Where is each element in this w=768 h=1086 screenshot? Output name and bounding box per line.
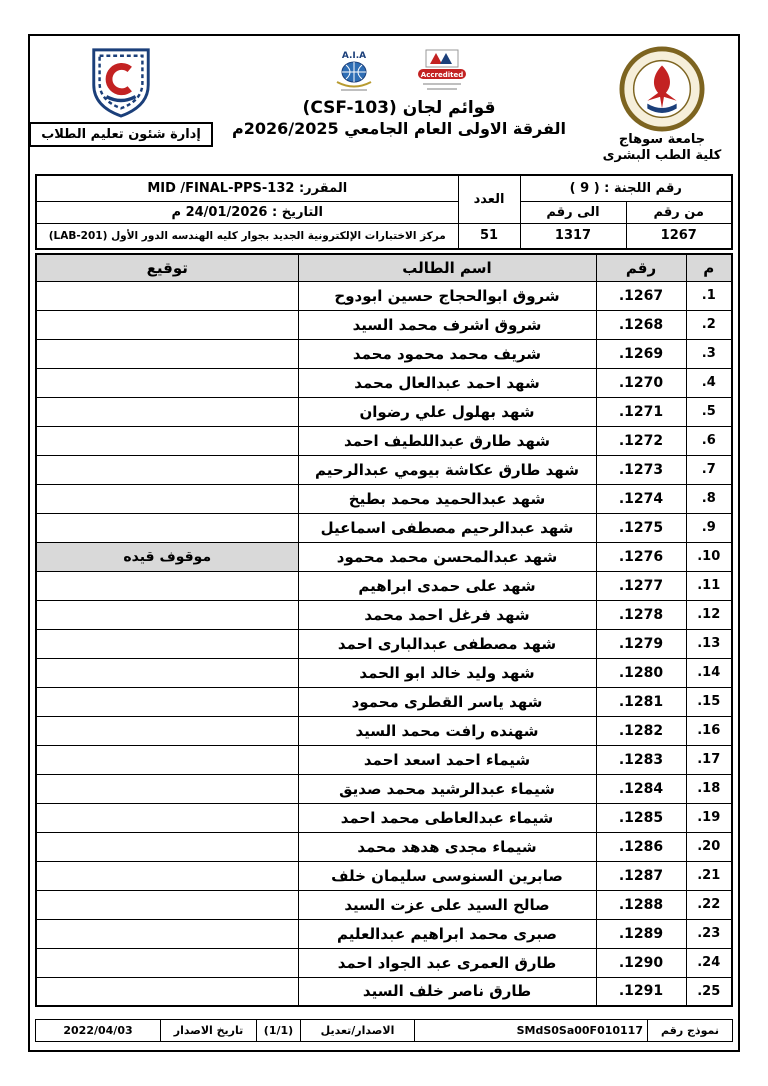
serial-cell: 10. — [686, 542, 732, 571]
serial-cell: 25. — [686, 977, 732, 1006]
id-cell: 1290. — [596, 948, 686, 977]
from-number-value: 1267 — [626, 223, 732, 249]
table-row — [36, 832, 732, 861]
revision-value: (1/1) — [257, 1020, 301, 1042]
signature-cell — [36, 774, 298, 803]
serial-cell: 21. — [686, 861, 732, 890]
table-row — [36, 803, 732, 832]
table-row — [36, 716, 732, 745]
to-number-label: الى رقم — [520, 201, 626, 223]
id-cell: 1283. — [596, 745, 686, 774]
table-row — [36, 310, 732, 339]
name-cell: شهنده رافت محمد السيد — [298, 716, 596, 745]
university-name: جامعة سوهاج — [618, 132, 706, 147]
id-cell: 1268. — [596, 310, 686, 339]
exam-location: مركز الاختبارات الإلكترونية الجديد بجوار كليه الهندسه الدور الأول (LAB-201) — [36, 223, 458, 249]
table-row — [36, 977, 732, 1006]
name-cell: شروق ابوالحجاج حسين ابودوح — [298, 281, 596, 310]
id-cell: 1274. — [596, 484, 686, 513]
serial-cell: 11. — [686, 571, 732, 600]
table-row — [36, 455, 732, 484]
student-rows — [36, 281, 732, 1006]
signature-cell — [36, 513, 298, 542]
count-value: 51 — [458, 223, 520, 249]
signature-cell — [36, 484, 298, 513]
id-cell: 1267. — [596, 281, 686, 310]
name-cell: شهد مصطفى عبدالبارى احمد — [298, 629, 596, 658]
revision-label: الاصدار/تعديل — [301, 1020, 415, 1042]
accreditation-badge-icon — [411, 48, 473, 94]
university-block — [591, 46, 733, 164]
id-cell: 1276. — [596, 542, 686, 571]
name-cell: شهد ياسر القطرى محمود — [298, 687, 596, 716]
name-cell: صابرين السنوسى سليمان خلف — [298, 861, 596, 890]
signature-cell — [36, 397, 298, 426]
serial-cell: 15. — [686, 687, 732, 716]
signature-cell — [36, 658, 298, 687]
aia-globe-badge-icon — [325, 48, 383, 94]
table-row — [36, 687, 732, 716]
accreditation-badges — [325, 48, 473, 94]
signature-cell — [36, 977, 298, 1006]
table-row — [36, 890, 732, 919]
table-row — [36, 339, 732, 368]
serial-cell: 6. — [686, 426, 732, 455]
signature-cell — [36, 339, 298, 368]
serial-cell: 9. — [686, 513, 732, 542]
serial-cell: 20. — [686, 832, 732, 861]
header-id: رقم — [596, 254, 686, 281]
accredited-label: Accredited — [420, 71, 464, 79]
name-cell: طارق العمرى عبد الجواد احمد — [298, 948, 596, 977]
serial-cell: 16. — [686, 716, 732, 745]
id-cell: 1285. — [596, 803, 686, 832]
name-cell: شريف محمد محمود محمد — [298, 339, 596, 368]
id-cell: 1282. — [596, 716, 686, 745]
signature-cell — [36, 861, 298, 890]
name-cell: شهد بهلول علي رضوان — [298, 397, 596, 426]
students-table-header — [36, 254, 732, 281]
serial-cell: 19. — [686, 803, 732, 832]
name-cell: شيماء مجدى هدهد محمد — [298, 832, 596, 861]
id-cell: 1287. — [596, 861, 686, 890]
table-row — [36, 658, 732, 687]
id-cell: 1289. — [596, 919, 686, 948]
form-code: SMdS0Sa00F010117 — [415, 1020, 648, 1042]
name-cell: شهد فرغل احمد محمد — [298, 600, 596, 629]
name-cell: شهد عبدالرحيم مصطفى اسماعيل — [298, 513, 596, 542]
name-cell: شروق اشرف محمد السيد — [298, 310, 596, 339]
name-cell: شهد على حمدى ابراهيم — [298, 571, 596, 600]
table-row — [36, 571, 732, 600]
table-row — [36, 397, 732, 426]
serial-cell: 7. — [686, 455, 732, 484]
signature-cell — [36, 426, 298, 455]
serial-cell: 23. — [686, 919, 732, 948]
signature-cell — [36, 948, 298, 977]
signature-cell — [36, 281, 298, 310]
serial-cell: 1. — [686, 281, 732, 310]
committee-number: رقم اللجنة : ( 9 ) — [520, 175, 732, 201]
id-cell: 1273. — [596, 455, 686, 484]
to-number-value: 1317 — [520, 223, 626, 249]
course-name: المقرر: MID /FINAL-PPS-132 — [36, 175, 458, 201]
serial-cell: 3. — [686, 339, 732, 368]
serial-cell: 4. — [686, 368, 732, 397]
table-row — [36, 948, 732, 977]
id-cell: 1288. — [596, 890, 686, 919]
sohag-university-logo — [619, 46, 705, 132]
signature-cell — [36, 687, 298, 716]
id-cell: 1269. — [596, 339, 686, 368]
id-cell: 1272. — [596, 426, 686, 455]
signature-cell — [36, 832, 298, 861]
document-subtitle: الفرقة الاولى العام الجامعي 2026/2025م — [232, 119, 567, 138]
title-block — [207, 46, 591, 138]
signature-cell: موقوف قيده — [36, 542, 298, 571]
id-cell: 1284. — [596, 774, 686, 803]
id-cell: 1280. — [596, 658, 686, 687]
signature-cell — [36, 455, 298, 484]
exam-date: التاريخ : 24/01/2026 م — [36, 201, 458, 223]
name-cell: طارق ناصر خلف السيد — [298, 977, 596, 1006]
id-cell: 1278. — [596, 600, 686, 629]
signature-cell — [36, 571, 298, 600]
name-cell: شيماء عبدالرشيد محمد صديق — [298, 774, 596, 803]
name-cell: شهد طارق عبداللطيف احمد — [298, 426, 596, 455]
name-cell: شيماء احمد اسعد احمد — [298, 745, 596, 774]
name-cell: صبرى محمد ابراهيم عبدالعليم — [298, 919, 596, 948]
student-affairs-shield-icon — [89, 46, 153, 118]
signature-cell — [36, 890, 298, 919]
table-row — [36, 629, 732, 658]
signature-cell — [36, 368, 298, 397]
table-row — [36, 861, 732, 890]
exam-info-table — [35, 174, 733, 250]
form-number-label: نموذج رقم — [648, 1020, 733, 1042]
name-cell: شهد طارق عكاشة بيومي عبدالرحيم — [298, 455, 596, 484]
table-row — [36, 368, 732, 397]
admin-office-box: إدارة شئون تعليم الطلاب — [29, 122, 213, 147]
id-cell: 1279. — [596, 629, 686, 658]
table-row — [36, 281, 732, 310]
signature-cell — [36, 629, 298, 658]
id-cell: 1286. — [596, 832, 686, 861]
name-cell: شيماء عبدالعاطى محمد احمد — [298, 803, 596, 832]
id-cell: 1281. — [596, 687, 686, 716]
serial-cell: 14. — [686, 658, 732, 687]
id-cell: 1275. — [596, 513, 686, 542]
table-row — [36, 745, 732, 774]
serial-cell: 22. — [686, 890, 732, 919]
signature-cell — [36, 716, 298, 745]
serial-cell: 5. — [686, 397, 732, 426]
signature-cell — [36, 600, 298, 629]
serial-cell: 18. — [686, 774, 732, 803]
id-cell: 1271. — [596, 397, 686, 426]
issue-date-label: تاريخ الاصدار — [161, 1020, 257, 1042]
name-cell: شهد عبدالمحسن محمد محمود — [298, 542, 596, 571]
serial-cell: 8. — [686, 484, 732, 513]
name-cell: شهد وليد خالد ابو الحمد — [298, 658, 596, 687]
exam-committee-sheet — [28, 34, 740, 1052]
id-cell: 1277. — [596, 571, 686, 600]
serial-cell: 24. — [686, 948, 732, 977]
id-cell: 1291. — [596, 977, 686, 1006]
issue-date-value: 2022/04/03 — [36, 1020, 161, 1042]
header-student-name: اسم الطالب — [298, 254, 596, 281]
serial-cell: 17. — [686, 745, 732, 774]
id-cell: 1270. — [596, 368, 686, 397]
serial-cell: 2. — [686, 310, 732, 339]
serial-cell: 13. — [686, 629, 732, 658]
signature-cell — [36, 745, 298, 774]
table-row — [36, 600, 732, 629]
table-row — [36, 484, 732, 513]
page-header — [35, 46, 733, 168]
table-row — [36, 542, 732, 571]
table-row — [36, 919, 732, 948]
from-number-label: من رقم — [626, 201, 732, 223]
document-title: قوائم لجان (CSF-103) — [302, 98, 496, 118]
table-row — [36, 426, 732, 455]
name-cell: شهد عبدالحميد محمد بطيخ — [298, 484, 596, 513]
table-row — [36, 774, 732, 803]
table-row — [36, 513, 732, 542]
faculty-name: كلية الطب البشرى — [602, 147, 722, 163]
header-serial: م — [686, 254, 732, 281]
students-table — [35, 253, 733, 1007]
admin-block — [35, 46, 207, 147]
signature-cell — [36, 919, 298, 948]
count-label: العدد — [458, 175, 520, 223]
name-cell: صالح السيد على عزت السيد — [298, 890, 596, 919]
signature-cell — [36, 803, 298, 832]
serial-cell: 12. — [686, 600, 732, 629]
name-cell: شهد احمد عبدالعال محمد — [298, 368, 596, 397]
aia-label: A.I.A — [341, 51, 367, 61]
signature-cell — [36, 310, 298, 339]
form-footer — [35, 1019, 733, 1042]
header-signature: توقيع — [36, 254, 298, 281]
